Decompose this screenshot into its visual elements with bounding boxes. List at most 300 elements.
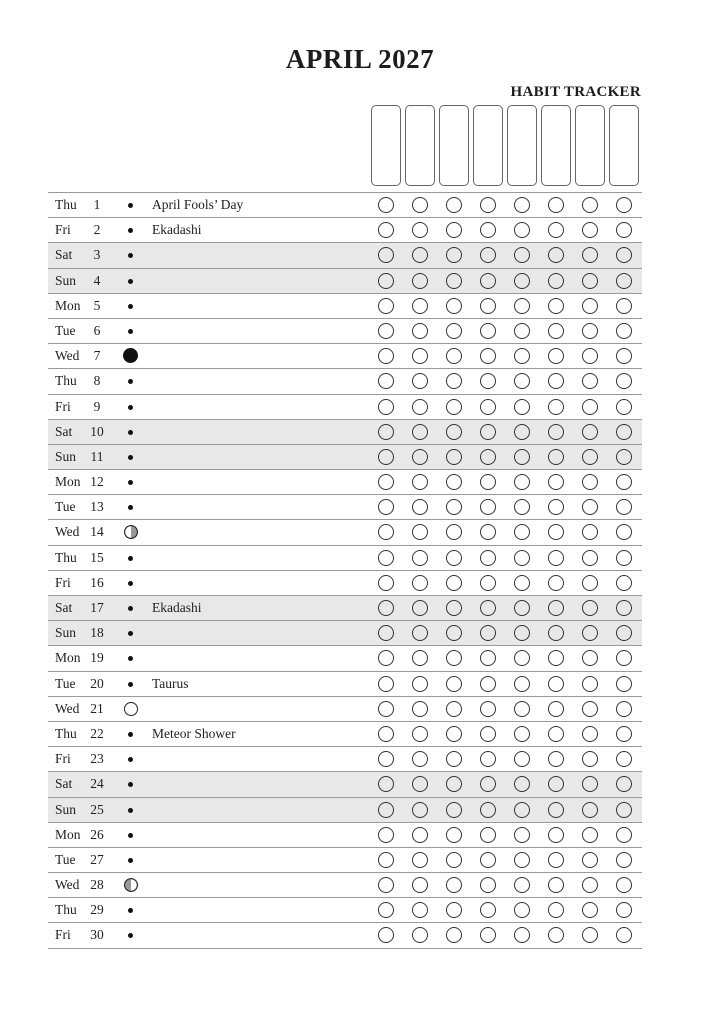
habit-checkbox-2[interactable] bbox=[412, 550, 428, 566]
habit-checkbox-8[interactable] bbox=[616, 499, 632, 515]
habit-checkbox-3[interactable] bbox=[446, 650, 462, 666]
habit-checkbox-6[interactable] bbox=[548, 852, 564, 868]
habit-checkbox-2[interactable] bbox=[412, 298, 428, 314]
habit-checkbox-1[interactable] bbox=[378, 273, 394, 289]
habit-checkbox-8[interactable] bbox=[616, 600, 632, 616]
habit-checkbox-7[interactable] bbox=[582, 701, 598, 717]
habit-checkbox-8[interactable] bbox=[616, 247, 632, 263]
habit-checkbox-3[interactable] bbox=[446, 625, 462, 641]
day-row bbox=[48, 344, 642, 369]
habit-checkbox-1[interactable] bbox=[378, 348, 394, 364]
habit-checkbox-7[interactable] bbox=[582, 751, 598, 767]
habit-checkbox-8[interactable] bbox=[616, 701, 632, 717]
habit-checkbox-1[interactable] bbox=[378, 449, 394, 465]
habit-checkbox-6[interactable] bbox=[548, 424, 564, 440]
habit-checkbox-2[interactable] bbox=[412, 852, 428, 868]
habit-checkbox-6[interactable] bbox=[548, 751, 564, 767]
habit-checkbox-6[interactable] bbox=[548, 449, 564, 465]
habit-checkbox-5[interactable] bbox=[514, 575, 530, 591]
habit-checkbox-3[interactable] bbox=[446, 927, 462, 943]
new-moon-icon bbox=[123, 348, 138, 363]
page-title: APRIL 2027 bbox=[285, 44, 435, 74]
habit-checkbox-5[interactable] bbox=[514, 676, 530, 692]
day-of-week: Sun bbox=[55, 801, 77, 817]
habit-checkbox-2[interactable] bbox=[412, 650, 428, 666]
habit-checkbox-2[interactable] bbox=[412, 776, 428, 792]
habit-checkbox-7[interactable] bbox=[582, 399, 598, 415]
habit-checkbox-5[interactable] bbox=[514, 902, 530, 918]
habit-checkbox-1[interactable] bbox=[378, 424, 394, 440]
habit-name-box-7[interactable] bbox=[575, 105, 605, 186]
habit-checkbox-1[interactable] bbox=[378, 323, 394, 339]
habit-checkbox-3[interactable] bbox=[446, 273, 462, 289]
habit-checkbox-8[interactable] bbox=[616, 474, 632, 490]
day-event: Taurus bbox=[152, 675, 189, 691]
habit-checkbox-3[interactable] bbox=[446, 852, 462, 868]
habit-checkbox-7[interactable] bbox=[582, 524, 598, 540]
habit-checkbox-4[interactable] bbox=[480, 197, 496, 213]
habit-checkbox-1[interactable] bbox=[378, 676, 394, 692]
habit-checkbox-6[interactable] bbox=[548, 701, 564, 717]
habit-checkbox-8[interactable] bbox=[616, 751, 632, 767]
habit-checkbox-5[interactable] bbox=[514, 222, 530, 238]
habit-checkbox-3[interactable] bbox=[446, 726, 462, 742]
habit-checkbox-1[interactable] bbox=[378, 399, 394, 415]
habit-checkbox-4[interactable] bbox=[480, 222, 496, 238]
habit-checkbox-8[interactable] bbox=[616, 625, 632, 641]
day-event: Ekadashi bbox=[152, 222, 202, 238]
habit-checkbox-3[interactable] bbox=[446, 373, 462, 389]
habit-checkbox-3[interactable] bbox=[446, 827, 462, 843]
habit-checkbox-8[interactable] bbox=[616, 449, 632, 465]
habit-checkbox-7[interactable] bbox=[582, 676, 598, 692]
day-row bbox=[48, 873, 642, 898]
day-number: 21 bbox=[90, 700, 104, 716]
habit-checkbox-5[interactable] bbox=[514, 802, 530, 818]
habit-checkbox-7[interactable] bbox=[582, 550, 598, 566]
habit-checkbox-8[interactable] bbox=[616, 197, 632, 213]
habit-checkbox-2[interactable] bbox=[412, 197, 428, 213]
habit-checkbox-4[interactable] bbox=[480, 474, 496, 490]
habit-checkbox-1[interactable] bbox=[378, 550, 394, 566]
habit-checkbox-7[interactable] bbox=[582, 650, 598, 666]
habit-checkbox-6[interactable] bbox=[548, 625, 564, 641]
habit-checkbox-4[interactable] bbox=[480, 776, 496, 792]
habit-checkbox-2[interactable] bbox=[412, 751, 428, 767]
day-of-week: Mon bbox=[55, 474, 81, 490]
habit-checkbox-4[interactable] bbox=[480, 550, 496, 566]
habit-checkbox-6[interactable] bbox=[548, 575, 564, 591]
habit-checkbox-4[interactable] bbox=[480, 575, 496, 591]
habit-checkbox-6[interactable] bbox=[548, 776, 564, 792]
habit-checkbox-2[interactable] bbox=[412, 676, 428, 692]
habit-checkbox-3[interactable] bbox=[446, 449, 462, 465]
day-of-week: Fri bbox=[55, 751, 71, 767]
habit-checkbox-8[interactable] bbox=[616, 575, 632, 591]
habit-checkbox-6[interactable] bbox=[548, 474, 564, 490]
habit-checkbox-1[interactable] bbox=[378, 625, 394, 641]
habit-checkbox-8[interactable] bbox=[616, 776, 632, 792]
habit-checkbox-8[interactable] bbox=[616, 726, 632, 742]
moon-phase-dot-icon bbox=[128, 933, 133, 938]
habit-checkbox-4[interactable] bbox=[480, 323, 496, 339]
habit-checkbox-8[interactable] bbox=[616, 927, 632, 943]
day-number: 15 bbox=[90, 549, 104, 565]
habit-checkbox-5[interactable] bbox=[514, 751, 530, 767]
habit-checkbox-3[interactable] bbox=[446, 247, 462, 263]
habit-checkbox-4[interactable] bbox=[480, 399, 496, 415]
day-row bbox=[48, 445, 642, 470]
habit-checkbox-4[interactable] bbox=[480, 877, 496, 893]
habit-checkbox-1[interactable] bbox=[378, 197, 394, 213]
habit-checkbox-1[interactable] bbox=[378, 600, 394, 616]
habit-checkbox-7[interactable] bbox=[582, 373, 598, 389]
habit-checkbox-6[interactable] bbox=[548, 877, 564, 893]
habit-checkbox-3[interactable] bbox=[446, 802, 462, 818]
day-of-week: Mon bbox=[55, 826, 81, 842]
habit-checkbox-6[interactable] bbox=[548, 650, 564, 666]
habit-checkbox-7[interactable] bbox=[582, 827, 598, 843]
habit-checkbox-7[interactable] bbox=[582, 424, 598, 440]
habit-checkbox-2[interactable] bbox=[412, 802, 428, 818]
moon-phase-dot-icon bbox=[128, 581, 133, 586]
day-of-week: Sun bbox=[55, 272, 77, 288]
habit-checkbox-3[interactable] bbox=[446, 524, 462, 540]
habit-checkbox-5[interactable] bbox=[514, 524, 530, 540]
habit-checkbox-8[interactable] bbox=[616, 827, 632, 843]
habit-checkbox-4[interactable] bbox=[480, 852, 496, 868]
habit-checkbox-4[interactable] bbox=[480, 927, 496, 943]
habit-checkbox-5[interactable] bbox=[514, 625, 530, 641]
habit-checkbox-1[interactable] bbox=[378, 499, 394, 515]
habit-checkbox-5[interactable] bbox=[514, 499, 530, 515]
habit-checkbox-8[interactable] bbox=[616, 373, 632, 389]
habit-checkbox-7[interactable] bbox=[582, 449, 598, 465]
day-of-week: Wed bbox=[55, 524, 80, 540]
habit-checkbox-7[interactable] bbox=[582, 298, 598, 314]
habit-checkbox-6[interactable] bbox=[548, 676, 564, 692]
day-number: 14 bbox=[90, 524, 104, 540]
habit-checkbox-8[interactable] bbox=[616, 550, 632, 566]
habit-checkbox-4[interactable] bbox=[480, 802, 496, 818]
habit-checkbox-1[interactable] bbox=[378, 902, 394, 918]
day-row bbox=[48, 294, 642, 319]
habit-checkbox-6[interactable] bbox=[548, 600, 564, 616]
habit-checkbox-4[interactable] bbox=[480, 650, 496, 666]
habit-checkbox-1[interactable] bbox=[378, 726, 394, 742]
habit-checkbox-7[interactable] bbox=[582, 222, 598, 238]
habit-checkbox-4[interactable] bbox=[480, 625, 496, 641]
habit-checkbox-2[interactable] bbox=[412, 499, 428, 515]
habit-checkbox-8[interactable] bbox=[616, 348, 632, 364]
habit-checkbox-7[interactable] bbox=[582, 600, 598, 616]
habit-checkbox-1[interactable] bbox=[378, 222, 394, 238]
moon-phase-dot-icon bbox=[128, 808, 133, 813]
moon-phase-dot-icon bbox=[128, 858, 133, 863]
moon-phase-dot-icon bbox=[128, 606, 133, 611]
habit-checkbox-7[interactable] bbox=[582, 927, 598, 943]
habit-checkbox-5[interactable] bbox=[514, 247, 530, 263]
day-of-week: Fri bbox=[55, 398, 71, 414]
habit-checkbox-2[interactable] bbox=[412, 726, 428, 742]
habit-checkbox-5[interactable] bbox=[514, 701, 530, 717]
habit-checkbox-2[interactable] bbox=[412, 474, 428, 490]
habit-checkbox-1[interactable] bbox=[378, 373, 394, 389]
habit-checkbox-3[interactable] bbox=[446, 676, 462, 692]
habit-checkbox-7[interactable] bbox=[582, 323, 598, 339]
habit-checkbox-6[interactable] bbox=[548, 927, 564, 943]
habit-checkbox-8[interactable] bbox=[616, 222, 632, 238]
habit-name-box-5[interactable] bbox=[507, 105, 537, 186]
habit-checkbox-1[interactable] bbox=[378, 927, 394, 943]
habit-checkbox-5[interactable] bbox=[514, 650, 530, 666]
habit-checkbox-5[interactable] bbox=[514, 298, 530, 314]
habit-checkbox-4[interactable] bbox=[480, 600, 496, 616]
habit-checkbox-2[interactable] bbox=[412, 877, 428, 893]
habit-checkbox-3[interactable] bbox=[446, 499, 462, 515]
habit-checkbox-3[interactable] bbox=[446, 348, 462, 364]
habit-checkbox-4[interactable] bbox=[480, 726, 496, 742]
habit-checkbox-2[interactable] bbox=[412, 449, 428, 465]
habit-checkbox-4[interactable] bbox=[480, 273, 496, 289]
habit-checkbox-3[interactable] bbox=[446, 323, 462, 339]
habit-checkbox-1[interactable] bbox=[378, 575, 394, 591]
habit-checkbox-1[interactable] bbox=[378, 852, 394, 868]
habit-checkbox-4[interactable] bbox=[480, 247, 496, 263]
day-number: 2 bbox=[93, 222, 101, 238]
day-number: 23 bbox=[90, 751, 104, 767]
habit-checkbox-4[interactable] bbox=[480, 524, 496, 540]
habit-checkbox-2[interactable] bbox=[412, 323, 428, 339]
habit-checkbox-3[interactable] bbox=[446, 776, 462, 792]
habit-checkbox-7[interactable] bbox=[582, 902, 598, 918]
day-row bbox=[48, 772, 642, 797]
habit-checkbox-6[interactable] bbox=[548, 726, 564, 742]
moon-phase-dot-icon bbox=[128, 556, 133, 561]
habit-checkbox-6[interactable] bbox=[548, 247, 564, 263]
habit-checkbox-2[interactable] bbox=[412, 927, 428, 943]
habit-checkbox-5[interactable] bbox=[514, 197, 530, 213]
habit-checkbox-5[interactable] bbox=[514, 273, 530, 289]
habit-checkbox-5[interactable] bbox=[514, 373, 530, 389]
habit-checkbox-3[interactable] bbox=[446, 877, 462, 893]
moon-phase-dot-icon bbox=[128, 631, 133, 636]
habit-checkbox-5[interactable] bbox=[514, 474, 530, 490]
habit-checkbox-7[interactable] bbox=[582, 474, 598, 490]
habit-checkbox-3[interactable] bbox=[446, 399, 462, 415]
day-number: 28 bbox=[90, 877, 104, 893]
habit-checkbox-1[interactable] bbox=[378, 474, 394, 490]
moon-phase-dot-icon bbox=[128, 480, 133, 485]
habit-checkbox-2[interactable] bbox=[412, 348, 428, 364]
habit-checkbox-5[interactable] bbox=[514, 323, 530, 339]
habit-checkbox-8[interactable] bbox=[616, 323, 632, 339]
habit-checkbox-8[interactable] bbox=[616, 524, 632, 540]
habit-checkbox-7[interactable] bbox=[582, 247, 598, 263]
habit-checkbox-6[interactable] bbox=[548, 499, 564, 515]
habit-checkbox-6[interactable] bbox=[548, 550, 564, 566]
habit-checkbox-1[interactable] bbox=[378, 247, 394, 263]
habit-checkbox-3[interactable] bbox=[446, 474, 462, 490]
habit-checkbox-7[interactable] bbox=[582, 499, 598, 515]
day-of-week: Thu bbox=[55, 725, 77, 741]
habit-checkbox-8[interactable] bbox=[616, 802, 632, 818]
habit-checkbox-2[interactable] bbox=[412, 247, 428, 263]
habit-checkbox-1[interactable] bbox=[378, 827, 394, 843]
habit-checkbox-3[interactable] bbox=[446, 550, 462, 566]
habit-checkbox-4[interactable] bbox=[480, 348, 496, 364]
habit-checkbox-6[interactable] bbox=[548, 902, 564, 918]
habit-checkbox-8[interactable] bbox=[616, 877, 632, 893]
habit-checkbox-5[interactable] bbox=[514, 348, 530, 364]
habit-checkbox-8[interactable] bbox=[616, 273, 632, 289]
habit-checkbox-3[interactable] bbox=[446, 751, 462, 767]
habit-checkbox-7[interactable] bbox=[582, 802, 598, 818]
habit-checkbox-5[interactable] bbox=[514, 424, 530, 440]
habit-name-box-1[interactable] bbox=[371, 105, 401, 186]
habit-checkbox-5[interactable] bbox=[514, 776, 530, 792]
habit-name-box-3[interactable] bbox=[439, 105, 469, 186]
habit-checkbox-6[interactable] bbox=[548, 273, 564, 289]
habit-checkbox-5[interactable] bbox=[514, 449, 530, 465]
habit-checkbox-1[interactable] bbox=[378, 298, 394, 314]
habit-checkbox-7[interactable] bbox=[582, 852, 598, 868]
habit-checkbox-6[interactable] bbox=[548, 222, 564, 238]
habit-checkbox-1[interactable] bbox=[378, 802, 394, 818]
habit-checkbox-2[interactable] bbox=[412, 827, 428, 843]
day-of-week: Tue bbox=[55, 675, 76, 691]
habit-checkbox-4[interactable] bbox=[480, 449, 496, 465]
habit-checkbox-3[interactable] bbox=[446, 298, 462, 314]
habit-name-box-4[interactable] bbox=[473, 105, 503, 186]
habit-checkbox-2[interactable] bbox=[412, 701, 428, 717]
habit-checkbox-8[interactable] bbox=[616, 902, 632, 918]
day-row bbox=[48, 596, 642, 621]
habit-checkbox-7[interactable] bbox=[582, 348, 598, 364]
day-row bbox=[48, 193, 642, 218]
day-number: 29 bbox=[90, 902, 104, 918]
habit-checkbox-5[interactable] bbox=[514, 852, 530, 868]
habit-checkbox-1[interactable] bbox=[378, 650, 394, 666]
habit-checkbox-8[interactable] bbox=[616, 676, 632, 692]
habit-checkbox-1[interactable] bbox=[378, 701, 394, 717]
habit-checkbox-2[interactable] bbox=[412, 524, 428, 540]
habit-checkbox-6[interactable] bbox=[548, 802, 564, 818]
day-number: 8 bbox=[93, 373, 101, 389]
habit-checkbox-5[interactable] bbox=[514, 877, 530, 893]
habit-checkbox-4[interactable] bbox=[480, 676, 496, 692]
habit-checkbox-6[interactable] bbox=[548, 373, 564, 389]
habit-checkbox-1[interactable] bbox=[378, 524, 394, 540]
habit-checkbox-7[interactable] bbox=[582, 273, 598, 289]
moon-phase-dot-icon bbox=[128, 455, 133, 460]
habit-checkbox-4[interactable] bbox=[480, 701, 496, 717]
habit-checkbox-1[interactable] bbox=[378, 776, 394, 792]
habit-checkbox-4[interactable] bbox=[480, 424, 496, 440]
habit-checkbox-8[interactable] bbox=[616, 650, 632, 666]
day-row bbox=[48, 420, 642, 445]
habit-checkbox-8[interactable] bbox=[616, 852, 632, 868]
habit-checkbox-6[interactable] bbox=[548, 298, 564, 314]
habit-checkbox-2[interactable] bbox=[412, 424, 428, 440]
habit-checkbox-5[interactable] bbox=[514, 927, 530, 943]
habit-checkbox-2[interactable] bbox=[412, 902, 428, 918]
day-row bbox=[48, 546, 642, 571]
day-of-week: Fri bbox=[55, 222, 71, 238]
habit-checkbox-7[interactable] bbox=[582, 776, 598, 792]
habit-checkbox-8[interactable] bbox=[616, 424, 632, 440]
habit-checkbox-3[interactable] bbox=[446, 197, 462, 213]
habit-checkbox-4[interactable] bbox=[480, 298, 496, 314]
habit-checkbox-3[interactable] bbox=[446, 600, 462, 616]
habit-checkbox-3[interactable] bbox=[446, 575, 462, 591]
habit-checkbox-6[interactable] bbox=[548, 399, 564, 415]
habit-checkbox-2[interactable] bbox=[412, 600, 428, 616]
moon-phase-dot-icon bbox=[128, 732, 133, 737]
habit-checkbox-8[interactable] bbox=[616, 298, 632, 314]
habit-checkbox-1[interactable] bbox=[378, 751, 394, 767]
habit-checkbox-5[interactable] bbox=[514, 600, 530, 616]
habit-checkbox-2[interactable] bbox=[412, 373, 428, 389]
moon-phase-dot-icon bbox=[128, 782, 133, 787]
habit-checkbox-8[interactable] bbox=[616, 399, 632, 415]
habit-checkbox-7[interactable] bbox=[582, 575, 598, 591]
habit-checkbox-2[interactable] bbox=[412, 575, 428, 591]
habit-checkbox-3[interactable] bbox=[446, 701, 462, 717]
habit-checkbox-7[interactable] bbox=[582, 877, 598, 893]
habit-checkbox-2[interactable] bbox=[412, 273, 428, 289]
habit-checkbox-3[interactable] bbox=[446, 424, 462, 440]
habit-checkbox-5[interactable] bbox=[514, 399, 530, 415]
habit-checkbox-2[interactable] bbox=[412, 625, 428, 641]
habit-checkbox-4[interactable] bbox=[480, 902, 496, 918]
day-row bbox=[48, 319, 642, 344]
habit-checkbox-5[interactable] bbox=[514, 726, 530, 742]
habit-checkbox-7[interactable] bbox=[582, 726, 598, 742]
day-row bbox=[48, 798, 642, 823]
habit-checkbox-7[interactable] bbox=[582, 625, 598, 641]
habit-checkbox-6[interactable] bbox=[548, 524, 564, 540]
habit-checkbox-6[interactable] bbox=[548, 827, 564, 843]
habit-checkbox-4[interactable] bbox=[480, 751, 496, 767]
habit-checkbox-3[interactable] bbox=[446, 902, 462, 918]
habit-checkbox-3[interactable] bbox=[446, 222, 462, 238]
day-row bbox=[48, 395, 642, 420]
habit-checkbox-1[interactable] bbox=[378, 877, 394, 893]
habit-name-box-8[interactable] bbox=[609, 105, 639, 186]
habit-checkbox-6[interactable] bbox=[548, 348, 564, 364]
day-number: 1 bbox=[93, 197, 101, 212]
habit-name-box-2[interactable] bbox=[405, 105, 435, 186]
day-of-week: Tue bbox=[55, 499, 76, 515]
habit-checkbox-6[interactable] bbox=[548, 323, 564, 339]
habit-checkbox-4[interactable] bbox=[480, 499, 496, 515]
habit-checkbox-6[interactable] bbox=[548, 197, 564, 213]
habit-checkbox-2[interactable] bbox=[412, 222, 428, 238]
day-of-week: Thu bbox=[55, 902, 77, 918]
habit-checkbox-5[interactable] bbox=[514, 827, 530, 843]
day-row bbox=[48, 697, 642, 722]
habit-checkbox-4[interactable] bbox=[480, 827, 496, 843]
moon-phase-dot-icon bbox=[128, 279, 133, 284]
habit-checkbox-2[interactable] bbox=[412, 399, 428, 415]
habit-name-box-6[interactable] bbox=[541, 105, 571, 186]
habit-checkbox-5[interactable] bbox=[514, 550, 530, 566]
day-of-week: Fri bbox=[55, 927, 71, 943]
day-row bbox=[48, 848, 642, 873]
habit-checkbox-7[interactable] bbox=[582, 197, 598, 213]
habit-checkbox-4[interactable] bbox=[480, 373, 496, 389]
